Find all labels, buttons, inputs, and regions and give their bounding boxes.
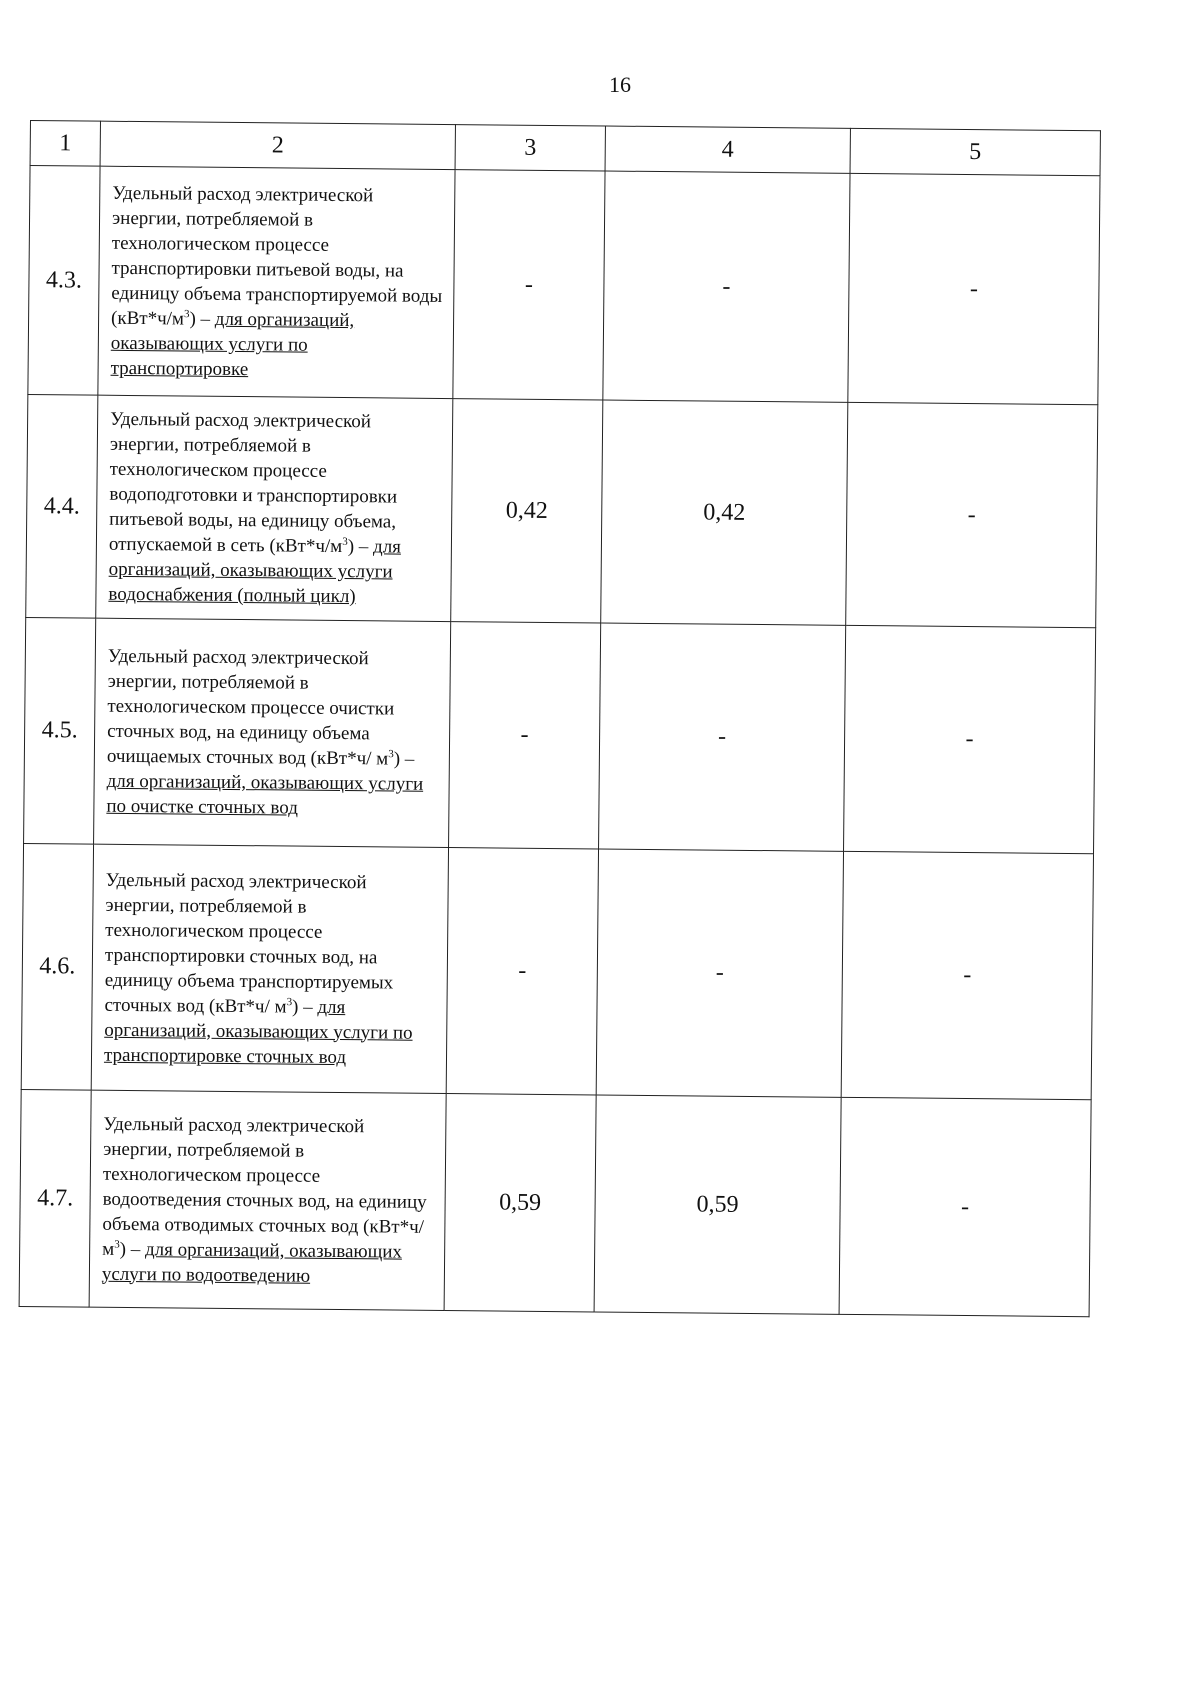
row-description bbox=[94, 618, 451, 847]
header-cell-2: 2 bbox=[100, 121, 455, 169]
row-value-col3: - bbox=[449, 622, 601, 849]
row-value-col5: - bbox=[844, 625, 1096, 853]
header-cell-3: 3 bbox=[455, 125, 605, 171]
unit-superscript: 3 bbox=[183, 308, 190, 321]
row-description bbox=[89, 1090, 446, 1310]
row-number: 4.5. bbox=[24, 617, 96, 844]
row-value-col5: - bbox=[846, 402, 1098, 627]
row-value-col4: - bbox=[599, 623, 846, 851]
row-description bbox=[96, 395, 453, 621]
header-cell-1: 1 bbox=[30, 121, 100, 167]
description-underlined: для организаций, оказывающих услуги по очистке сточных вод bbox=[106, 770, 424, 819]
row-value-col5: - bbox=[848, 173, 1100, 404]
table-row bbox=[28, 166, 1100, 405]
row-value-col5: - bbox=[841, 851, 1093, 1099]
row-value-col4: - bbox=[603, 171, 850, 402]
unit-superscript: 3 bbox=[342, 535, 348, 548]
description-dash: ) – bbox=[393, 748, 415, 770]
table-row bbox=[26, 394, 1098, 627]
row-description bbox=[91, 844, 448, 1093]
row-value-col4: - bbox=[596, 849, 843, 1097]
row-value-col3: 0,42 bbox=[451, 399, 603, 623]
unit-superscript: 3 bbox=[286, 995, 293, 1008]
description-text: Удельный расход электрической энергии, потребляемой в технологическом процессе транспортировки питьевой воды, на единицу объема транспортируемой воды (кВт*ч/м bbox=[110, 182, 443, 330]
description-underlined: для организаций, оказывающих услуги по транспортировке сточных вод bbox=[103, 996, 413, 1068]
row-value-col3: - bbox=[446, 848, 598, 1095]
header-cell-4: 4 bbox=[605, 126, 850, 173]
table-row bbox=[24, 617, 1096, 853]
row-value-col4: 0,42 bbox=[601, 400, 848, 625]
row-value-col4: 0,59 bbox=[594, 1095, 841, 1314]
indicators-table bbox=[19, 120, 1101, 1317]
description-underlined: для организаций, оказывающих услуги водоснабжения (полный цикл) bbox=[108, 536, 402, 608]
description-text: Удельный расход электрической энергии, потребляемой в технологическом процессе очистки сточных вод, на единицу объема очищаемых сточных вод (кВт*ч/ м bbox=[106, 645, 395, 770]
header-cell-5: 5 bbox=[850, 128, 1100, 175]
description-underlined: для организаций, оказывающих услуги по транспортировке bbox=[110, 308, 355, 381]
description-text: Удельный расход электрической энергии, потребляемой в технологическом процессе транспортировки сточных вод, на единицу объема транспортируемых сточных вод (кВт*ч/ м bbox=[104, 869, 394, 1018]
description-underlined: для организаций, оказывающих услуги по водоотведению bbox=[101, 1238, 403, 1287]
unit-superscript: 3 bbox=[114, 1238, 120, 1251]
row-number: 4.7. bbox=[19, 1089, 91, 1307]
table-row bbox=[21, 843, 1093, 1099]
row-description bbox=[98, 166, 455, 398]
row-value-col3: - bbox=[453, 170, 605, 400]
page-number: 16 bbox=[609, 72, 631, 97]
description-dash: ) – bbox=[119, 1238, 146, 1260]
description-text: Удельный расход электрической энергии, потребляемой в технологическом процессе водоотведения сточных вод, на единицу объема отводимых сточных вод (кВт*ч/ м bbox=[102, 1113, 427, 1260]
table-row bbox=[19, 1089, 1091, 1316]
row-value-col5: - bbox=[839, 1097, 1091, 1316]
description-text: Удельный расход электрической энергии, потребляемой в технологическом процессе водоподготовки и транспортировки питьевой воды, на единицу объема, отпускаемой в сеть (кВт*ч/м bbox=[108, 408, 398, 558]
row-number: 4.4. bbox=[26, 394, 98, 618]
description-dash: ) – bbox=[291, 996, 318, 1018]
description-dash: ) – bbox=[189, 308, 215, 330]
row-number: 4.3. bbox=[28, 166, 100, 396]
unit-superscript: 3 bbox=[388, 748, 394, 761]
description-dash: ) – bbox=[347, 536, 374, 558]
row-number: 4.6. bbox=[21, 843, 93, 1090]
row-value-col3: 0,59 bbox=[444, 1094, 596, 1312]
